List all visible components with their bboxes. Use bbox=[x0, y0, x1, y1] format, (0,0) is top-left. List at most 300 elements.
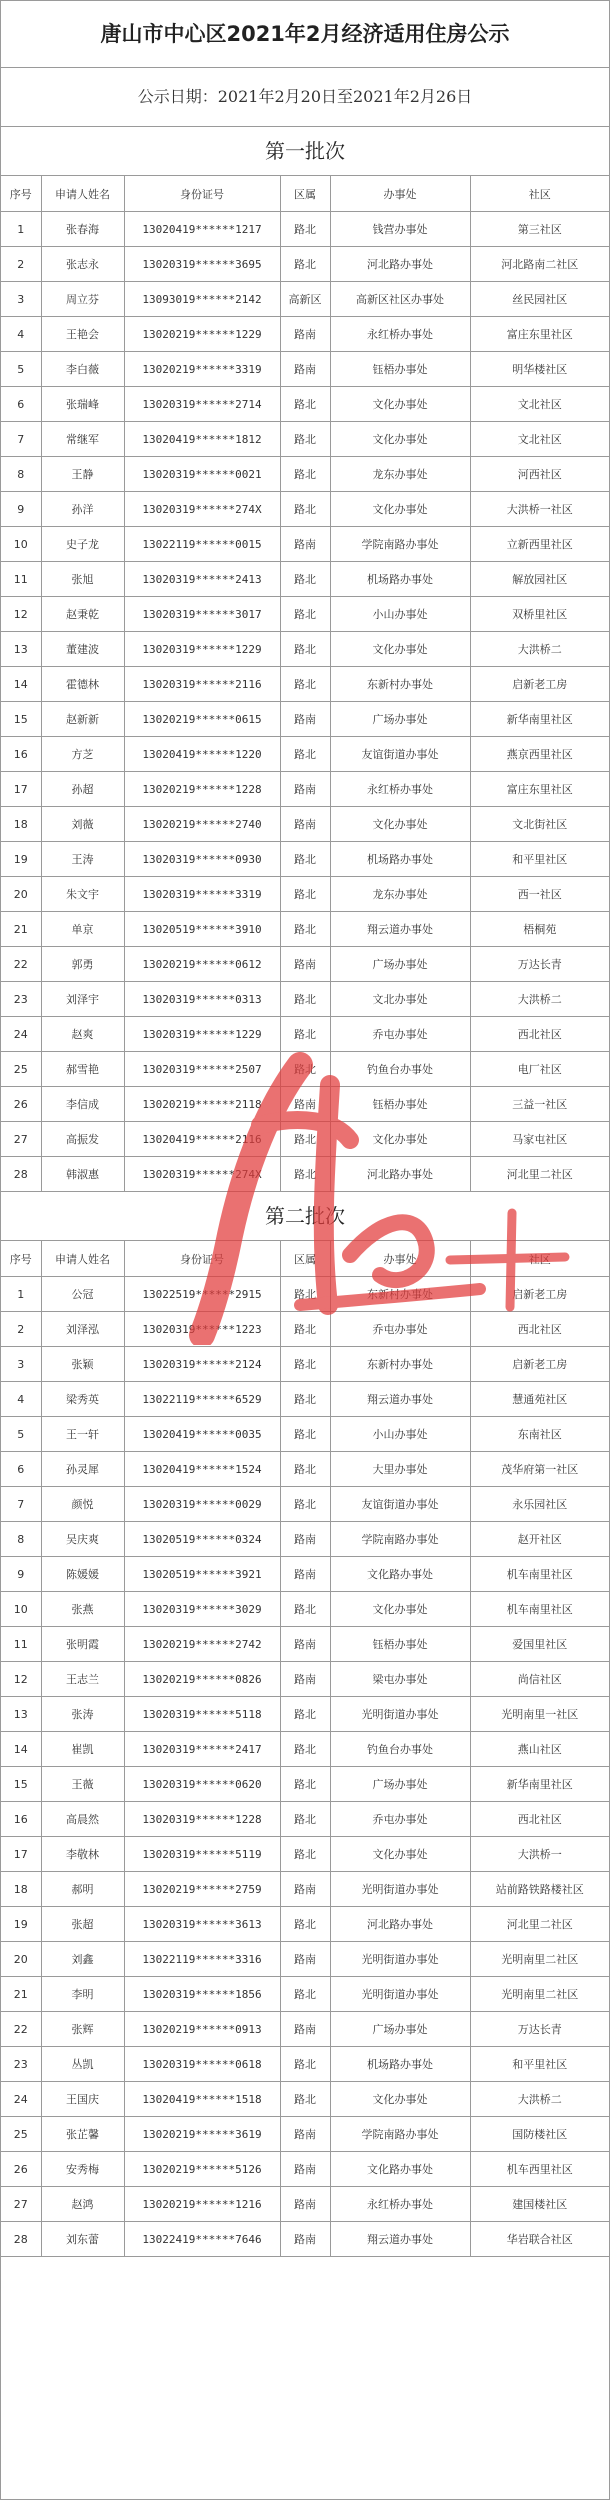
cell-id-number: 13020319******0021 bbox=[124, 457, 280, 492]
cell-community: 永乐园社区 bbox=[470, 1487, 609, 1522]
cell-id-number: 13020519******3910 bbox=[124, 912, 280, 947]
cell-seq: 11 bbox=[1, 562, 41, 597]
cell-district: 路南 bbox=[280, 807, 330, 842]
cell-community: 马家屯社区 bbox=[470, 1122, 609, 1157]
cell-id-number: 13093019******2142 bbox=[124, 282, 280, 317]
cell-id-number: 13020319******0620 bbox=[124, 1767, 280, 1802]
cell-sub-district-office: 高新区社区办事处 bbox=[330, 282, 470, 317]
cell-id-number: 13020319******0313 bbox=[124, 982, 280, 1017]
cell-community: 万达长青 bbox=[470, 947, 609, 982]
batch-1-table bbox=[1, 176, 609, 1192]
cell-sub-district-office: 乔屯办事处 bbox=[330, 1802, 470, 1837]
cell-seq: 2 bbox=[1, 247, 41, 282]
column-header-seq: 序号 bbox=[1, 176, 41, 212]
cell-community: 启新老工房 bbox=[470, 1347, 609, 1382]
cell-applicant-name: 李明 bbox=[41, 1977, 124, 2012]
cell-community: 机车南里社区 bbox=[470, 1557, 609, 1592]
cell-community: 东南社区 bbox=[470, 1417, 609, 1452]
cell-seq: 18 bbox=[1, 1872, 41, 1907]
cell-community: 新华南里社区 bbox=[470, 702, 609, 737]
cell-id-number: 13020319******0029 bbox=[124, 1487, 280, 1522]
cell-seq: 3 bbox=[1, 1347, 41, 1382]
cell-community: 西北社区 bbox=[470, 1802, 609, 1837]
cell-district: 路南 bbox=[280, 1942, 330, 1977]
cell-id-number: 13020519******0324 bbox=[124, 1522, 280, 1557]
table-row bbox=[1, 1522, 609, 1557]
cell-seq: 28 bbox=[1, 2222, 41, 2257]
table-row bbox=[1, 912, 609, 947]
cell-district: 路南 bbox=[280, 527, 330, 562]
cell-sub-district-office: 文化办事处 bbox=[330, 1592, 470, 1627]
cell-community: 光明南里二社区 bbox=[470, 1942, 609, 1977]
table-row bbox=[1, 1627, 609, 1662]
table-row bbox=[1, 1452, 609, 1487]
table-row bbox=[1, 1347, 609, 1382]
cell-district: 路南 bbox=[280, 1872, 330, 1907]
cell-community: 万达长青 bbox=[470, 2012, 609, 2047]
table-row bbox=[1, 1872, 609, 1907]
cell-applicant-name: 韩淑惠 bbox=[41, 1157, 124, 1192]
cell-applicant-name: 吴庆爽 bbox=[41, 1522, 124, 1557]
column-header-community: 社区 bbox=[470, 176, 609, 212]
cell-id-number: 13020219******0913 bbox=[124, 2012, 280, 2047]
table-row bbox=[1, 2187, 609, 2222]
cell-district: 路北 bbox=[280, 1837, 330, 1872]
cell-sub-district-office: 钓鱼台办事处 bbox=[330, 1052, 470, 1087]
cell-community: 华岩联合社区 bbox=[470, 2222, 609, 2257]
cell-sub-district-office: 钰梧办事处 bbox=[330, 1627, 470, 1662]
cell-id-number: 13020319******1228 bbox=[124, 1802, 280, 1837]
table-row bbox=[1, 1017, 609, 1052]
table-row bbox=[1, 1382, 609, 1417]
cell-seq: 21 bbox=[1, 1977, 41, 2012]
cell-applicant-name: 孙灵犀 bbox=[41, 1452, 124, 1487]
cell-community: 河北里二社区 bbox=[470, 1157, 609, 1192]
cell-sub-district-office: 翔云道办事处 bbox=[330, 2222, 470, 2257]
table-row bbox=[1, 1697, 609, 1732]
cell-seq: 14 bbox=[1, 667, 41, 702]
cell-community: 茂华府第一社区 bbox=[470, 1452, 609, 1487]
column-header-name: 申请人姓名 bbox=[41, 176, 124, 212]
cell-id-number: 13020319******274X bbox=[124, 1157, 280, 1192]
cell-id-number: 13022119******3316 bbox=[124, 1942, 280, 1977]
cell-community: 光明南里二社区 bbox=[470, 1977, 609, 2012]
cell-community: 立新西里社区 bbox=[470, 527, 609, 562]
column-header-seq: 序号 bbox=[1, 1241, 41, 1277]
cell-sub-district-office: 永红桥办事处 bbox=[330, 2187, 470, 2222]
cell-id-number: 13020319******1856 bbox=[124, 1977, 280, 2012]
cell-seq: 13 bbox=[1, 1697, 41, 1732]
cell-community: 启新老工房 bbox=[470, 1277, 609, 1312]
cell-district: 路北 bbox=[280, 212, 330, 247]
cell-sub-district-office: 学院南路办事处 bbox=[330, 2117, 470, 2152]
cell-district: 路北 bbox=[280, 877, 330, 912]
cell-sub-district-office: 文化办事处 bbox=[330, 492, 470, 527]
table-header-row bbox=[1, 176, 609, 212]
cell-sub-district-office: 友谊街道办事处 bbox=[330, 1487, 470, 1522]
table-row bbox=[1, 2117, 609, 2152]
table-row bbox=[1, 492, 609, 527]
cell-applicant-name: 颜悦 bbox=[41, 1487, 124, 1522]
cell-id-number: 13020319******2714 bbox=[124, 387, 280, 422]
cell-community: 电厂社区 bbox=[470, 1052, 609, 1087]
cell-sub-district-office: 东新村办事处 bbox=[330, 1277, 470, 1312]
cell-applicant-name: 孙洋 bbox=[41, 492, 124, 527]
cell-seq: 11 bbox=[1, 1627, 41, 1662]
cell-district: 路南 bbox=[280, 2012, 330, 2047]
table-row bbox=[1, 702, 609, 737]
cell-applicant-name: 张燕 bbox=[41, 1592, 124, 1627]
cell-sub-district-office: 龙东办事处 bbox=[330, 877, 470, 912]
cell-applicant-name: 王志兰 bbox=[41, 1662, 124, 1697]
cell-district: 路南 bbox=[280, 772, 330, 807]
cell-id-number: 13020219******3619 bbox=[124, 2117, 280, 2152]
cell-applicant-name: 李白薇 bbox=[41, 352, 124, 387]
cell-id-number: 13020319******1223 bbox=[124, 1312, 280, 1347]
cell-applicant-name: 刘薇 bbox=[41, 807, 124, 842]
cell-applicant-name: 刘东蕾 bbox=[41, 2222, 124, 2257]
cell-community: 大洪桥一 bbox=[470, 1837, 609, 1872]
cell-community: 大洪桥二 bbox=[470, 632, 609, 667]
cell-applicant-name: 周立芬 bbox=[41, 282, 124, 317]
cell-district: 路北 bbox=[280, 1452, 330, 1487]
cell-seq: 20 bbox=[1, 877, 41, 912]
cell-sub-district-office: 光明街道办事处 bbox=[330, 1977, 470, 2012]
cell-id-number: 13020319******0930 bbox=[124, 842, 280, 877]
cell-applicant-name: 常继军 bbox=[41, 422, 124, 457]
cell-community: 第三社区 bbox=[470, 212, 609, 247]
cell-community: 河西社区 bbox=[470, 457, 609, 492]
cell-id-number: 13020319******5118 bbox=[124, 1697, 280, 1732]
cell-seq: 28 bbox=[1, 1157, 41, 1192]
cell-applicant-name: 刘泽泓 bbox=[41, 1312, 124, 1347]
cell-applicant-name: 史子龙 bbox=[41, 527, 124, 562]
cell-sub-district-office: 河北路办事处 bbox=[330, 247, 470, 282]
table-row bbox=[1, 352, 609, 387]
cell-id-number: 13020219******1228 bbox=[124, 772, 280, 807]
cell-district: 路南 bbox=[280, 702, 330, 737]
cell-applicant-name: 高振发 bbox=[41, 1122, 124, 1157]
cell-district: 路南 bbox=[280, 1557, 330, 1592]
table-row bbox=[1, 1557, 609, 1592]
cell-id-number: 13022519******2915 bbox=[124, 1277, 280, 1312]
column-header-id: 身份证号 bbox=[124, 1241, 280, 1277]
cell-applicant-name: 刘泽宇 bbox=[41, 982, 124, 1017]
cell-applicant-name: 王涛 bbox=[41, 842, 124, 877]
table-row bbox=[1, 982, 609, 1017]
cell-applicant-name: 郝雪艳 bbox=[41, 1052, 124, 1087]
table-row bbox=[1, 632, 609, 667]
table-row bbox=[1, 1802, 609, 1837]
cell-sub-district-office: 机场路办事处 bbox=[330, 562, 470, 597]
cell-id-number: 13020319******5119 bbox=[124, 1837, 280, 1872]
table-row bbox=[1, 2012, 609, 2047]
cell-id-number: 13020319******274X bbox=[124, 492, 280, 527]
cell-applicant-name: 郝明 bbox=[41, 1872, 124, 1907]
cell-sub-district-office: 东新村办事处 bbox=[330, 667, 470, 702]
cell-applicant-name: 赵鸿 bbox=[41, 2187, 124, 2222]
cell-id-number: 13020419******0035 bbox=[124, 1417, 280, 1452]
cell-community: 河北路南二社区 bbox=[470, 247, 609, 282]
cell-id-number: 13020419******1518 bbox=[124, 2082, 280, 2117]
cell-sub-district-office: 文化办事处 bbox=[330, 807, 470, 842]
column-header-district: 区属 bbox=[280, 176, 330, 212]
cell-district: 路北 bbox=[280, 1592, 330, 1627]
cell-id-number: 13020219******2759 bbox=[124, 1872, 280, 1907]
cell-sub-district-office: 梁屯办事处 bbox=[330, 1662, 470, 1697]
batch-title-1: 第一批次 bbox=[1, 127, 609, 176]
cell-community: 三益一社区 bbox=[470, 1087, 609, 1122]
cell-id-number: 13020319******2417 bbox=[124, 1732, 280, 1767]
cell-seq: 18 bbox=[1, 807, 41, 842]
cell-community: 大洪桥二 bbox=[470, 982, 609, 1017]
cell-applicant-name: 崔凯 bbox=[41, 1732, 124, 1767]
cell-id-number: 13020219******0612 bbox=[124, 947, 280, 982]
cell-district: 路北 bbox=[280, 1052, 330, 1087]
cell-seq: 16 bbox=[1, 1802, 41, 1837]
column-header-id: 身份证号 bbox=[124, 176, 280, 212]
cell-seq: 8 bbox=[1, 457, 41, 492]
page-title: 唐山市中心区2021年2月经济适用住房公示 bbox=[1, 1, 609, 68]
cell-seq: 3 bbox=[1, 282, 41, 317]
cell-community: 大洪桥一社区 bbox=[470, 492, 609, 527]
table-row bbox=[1, 1087, 609, 1122]
cell-sub-district-office: 钰梧办事处 bbox=[330, 1087, 470, 1122]
cell-sub-district-office: 广场办事处 bbox=[330, 947, 470, 982]
cell-seq: 10 bbox=[1, 527, 41, 562]
cell-seq: 6 bbox=[1, 387, 41, 422]
cell-district: 路南 bbox=[280, 2117, 330, 2152]
cell-sub-district-office: 翔云道办事处 bbox=[330, 1382, 470, 1417]
column-header-office: 办事处 bbox=[330, 176, 470, 212]
cell-seq: 5 bbox=[1, 352, 41, 387]
table-row bbox=[1, 282, 609, 317]
cell-applicant-name: 张瑞峰 bbox=[41, 387, 124, 422]
cell-district: 路北 bbox=[280, 2047, 330, 2082]
cell-id-number: 13020219******5126 bbox=[124, 2152, 280, 2187]
cell-applicant-name: 张志永 bbox=[41, 247, 124, 282]
cell-community: 机车南里社区 bbox=[470, 1592, 609, 1627]
column-header-district: 区属 bbox=[280, 1241, 330, 1277]
cell-applicant-name: 张旭 bbox=[41, 562, 124, 597]
cell-community: 明华楼社区 bbox=[470, 352, 609, 387]
table-row bbox=[1, 842, 609, 877]
cell-seq: 12 bbox=[1, 1662, 41, 1697]
cell-applicant-name: 张春海 bbox=[41, 212, 124, 247]
cell-id-number: 13020219******2118 bbox=[124, 1087, 280, 1122]
cell-id-number: 13020319******2413 bbox=[124, 562, 280, 597]
cell-community: 和平里社区 bbox=[470, 2047, 609, 2082]
cell-seq: 19 bbox=[1, 1907, 41, 1942]
cell-community: 新华南里社区 bbox=[470, 1767, 609, 1802]
batch-2-table bbox=[1, 1241, 609, 2257]
cell-district: 路北 bbox=[280, 597, 330, 632]
cell-community: 机车西里社区 bbox=[470, 2152, 609, 2187]
cell-applicant-name: 刘鑫 bbox=[41, 1942, 124, 1977]
cell-id-number: 13020319******3695 bbox=[124, 247, 280, 282]
table-row bbox=[1, 1592, 609, 1627]
cell-district: 路北 bbox=[280, 1417, 330, 1452]
cell-id-number: 13020319******2124 bbox=[124, 1347, 280, 1382]
cell-seq: 21 bbox=[1, 912, 41, 947]
cell-applicant-name: 安秀梅 bbox=[41, 2152, 124, 2187]
cell-district: 路南 bbox=[280, 2187, 330, 2222]
cell-id-number: 13020219******0615 bbox=[124, 702, 280, 737]
cell-district: 路北 bbox=[280, 2082, 330, 2117]
cell-community: 燕山社区 bbox=[470, 1732, 609, 1767]
table-row bbox=[1, 1942, 609, 1977]
column-header-office: 办事处 bbox=[330, 1241, 470, 1277]
table-row bbox=[1, 527, 609, 562]
cell-id-number: 13020219******1229 bbox=[124, 317, 280, 352]
cell-applicant-name: 张颖 bbox=[41, 1347, 124, 1382]
cell-community: 站前路铁路楼社区 bbox=[470, 1872, 609, 1907]
cell-sub-district-office: 翔云道办事处 bbox=[330, 912, 470, 947]
cell-id-number: 13020419******2116 bbox=[124, 1122, 280, 1157]
cell-district: 路北 bbox=[280, 1277, 330, 1312]
cell-applicant-name: 张超 bbox=[41, 1907, 124, 1942]
table-row bbox=[1, 422, 609, 457]
cell-seq: 22 bbox=[1, 2012, 41, 2047]
cell-applicant-name: 孙超 bbox=[41, 772, 124, 807]
cell-community: 国防楼社区 bbox=[470, 2117, 609, 2152]
cell-district: 路南 bbox=[280, 947, 330, 982]
cell-id-number: 13020219******2740 bbox=[124, 807, 280, 842]
cell-district: 路北 bbox=[280, 667, 330, 702]
cell-sub-district-office: 文北办事处 bbox=[330, 982, 470, 1017]
table-row bbox=[1, 457, 609, 492]
cell-community: 西一社区 bbox=[470, 877, 609, 912]
cell-community: 和平里社区 bbox=[470, 842, 609, 877]
cell-sub-district-office: 小山办事处 bbox=[330, 597, 470, 632]
cell-seq: 2 bbox=[1, 1312, 41, 1347]
cell-district: 路南 bbox=[280, 2152, 330, 2187]
cell-seq: 4 bbox=[1, 317, 41, 352]
table-row bbox=[1, 317, 609, 352]
cell-district: 路北 bbox=[280, 632, 330, 667]
cell-district: 路北 bbox=[280, 1382, 330, 1417]
cell-seq: 9 bbox=[1, 1557, 41, 1592]
cell-applicant-name: 王静 bbox=[41, 457, 124, 492]
cell-seq: 12 bbox=[1, 597, 41, 632]
table-header-row bbox=[1, 1241, 609, 1277]
cell-applicant-name: 李信成 bbox=[41, 1087, 124, 1122]
cell-sub-district-office: 文化办事处 bbox=[330, 632, 470, 667]
cell-id-number: 13020219******2742 bbox=[124, 1627, 280, 1662]
cell-sub-district-office: 广场办事处 bbox=[330, 1767, 470, 1802]
table-row bbox=[1, 807, 609, 842]
cell-seq: 27 bbox=[1, 2187, 41, 2222]
cell-sub-district-office: 机场路办事处 bbox=[330, 2047, 470, 2082]
cell-seq: 7 bbox=[1, 1487, 41, 1522]
cell-sub-district-office: 文化办事处 bbox=[330, 1122, 470, 1157]
cell-id-number: 13020419******1812 bbox=[124, 422, 280, 457]
cell-seq: 17 bbox=[1, 1837, 41, 1872]
cell-district: 路南 bbox=[280, 1522, 330, 1557]
cell-district: 路北 bbox=[280, 1802, 330, 1837]
cell-community: 赵开社区 bbox=[470, 1522, 609, 1557]
table-row bbox=[1, 247, 609, 282]
cell-community: 富庄东里社区 bbox=[470, 772, 609, 807]
cell-applicant-name: 公冠 bbox=[41, 1277, 124, 1312]
cell-seq: 25 bbox=[1, 1052, 41, 1087]
cell-sub-district-office: 乔屯办事处 bbox=[330, 1312, 470, 1347]
cell-sub-district-office: 永红桥办事处 bbox=[330, 317, 470, 352]
cell-seq: 4 bbox=[1, 1382, 41, 1417]
cell-seq: 9 bbox=[1, 492, 41, 527]
cell-community: 解放园社区 bbox=[470, 562, 609, 597]
cell-seq: 10 bbox=[1, 1592, 41, 1627]
cell-community: 梧桐苑 bbox=[470, 912, 609, 947]
cell-district: 路北 bbox=[280, 1312, 330, 1347]
cell-seq: 8 bbox=[1, 1522, 41, 1557]
cell-id-number: 13020319******2507 bbox=[124, 1052, 280, 1087]
cell-seq: 26 bbox=[1, 2152, 41, 2187]
cell-seq: 15 bbox=[1, 1767, 41, 1802]
cell-district: 路北 bbox=[280, 1767, 330, 1802]
cell-applicant-name: 方芝 bbox=[41, 737, 124, 772]
cell-district: 路南 bbox=[280, 352, 330, 387]
cell-sub-district-office: 永红桥办事处 bbox=[330, 772, 470, 807]
table-row bbox=[1, 1052, 609, 1087]
cell-id-number: 13020319******3613 bbox=[124, 1907, 280, 1942]
table-row bbox=[1, 737, 609, 772]
cell-district: 路北 bbox=[280, 737, 330, 772]
cell-applicant-name: 张芷馨 bbox=[41, 2117, 124, 2152]
cell-seq: 17 bbox=[1, 772, 41, 807]
cell-district: 路北 bbox=[280, 842, 330, 877]
cell-seq: 1 bbox=[1, 212, 41, 247]
cell-community: 建国楼社区 bbox=[470, 2187, 609, 2222]
cell-applicant-name: 霍德林 bbox=[41, 667, 124, 702]
cell-seq: 14 bbox=[1, 1732, 41, 1767]
cell-id-number: 13020419******1220 bbox=[124, 737, 280, 772]
cell-id-number: 13020319******3017 bbox=[124, 597, 280, 632]
table-row bbox=[1, 1732, 609, 1767]
cell-sub-district-office: 文化办事处 bbox=[330, 2082, 470, 2117]
table-row bbox=[1, 387, 609, 422]
cell-community: 爱国里社区 bbox=[470, 1627, 609, 1662]
cell-seq: 22 bbox=[1, 947, 41, 982]
cell-id-number: 13020319******1229 bbox=[124, 632, 280, 667]
cell-id-number: 13020319******0618 bbox=[124, 2047, 280, 2082]
cell-district: 路北 bbox=[280, 492, 330, 527]
cell-community: 西北社区 bbox=[470, 1312, 609, 1347]
cell-applicant-name: 张辉 bbox=[41, 2012, 124, 2047]
cell-sub-district-office: 钱营办事处 bbox=[330, 212, 470, 247]
cell-sub-district-office: 乔屯办事处 bbox=[330, 1017, 470, 1052]
cell-seq: 16 bbox=[1, 737, 41, 772]
cell-community: 大洪桥二 bbox=[470, 2082, 609, 2117]
cell-applicant-name: 董建波 bbox=[41, 632, 124, 667]
table-row bbox=[1, 1312, 609, 1347]
cell-sub-district-office: 河北路办事处 bbox=[330, 1157, 470, 1192]
cell-sub-district-office: 文化办事处 bbox=[330, 1837, 470, 1872]
cell-id-number: 13020219******3319 bbox=[124, 352, 280, 387]
column-header-community: 社区 bbox=[470, 1241, 609, 1277]
cell-id-number: 13020319******2116 bbox=[124, 667, 280, 702]
cell-applicant-name: 张明霞 bbox=[41, 1627, 124, 1662]
table-row bbox=[1, 1417, 609, 1452]
cell-sub-district-office: 小山办事处 bbox=[330, 1417, 470, 1452]
cell-applicant-name: 李敬林 bbox=[41, 1837, 124, 1872]
cell-sub-district-office: 钓鱼台办事处 bbox=[330, 1732, 470, 1767]
cell-community: 文北社区 bbox=[470, 387, 609, 422]
cell-sub-district-office: 大里办事处 bbox=[330, 1452, 470, 1487]
cell-applicant-name: 赵新新 bbox=[41, 702, 124, 737]
cell-sub-district-office: 学院南路办事处 bbox=[330, 527, 470, 562]
cell-seq: 24 bbox=[1, 1017, 41, 1052]
